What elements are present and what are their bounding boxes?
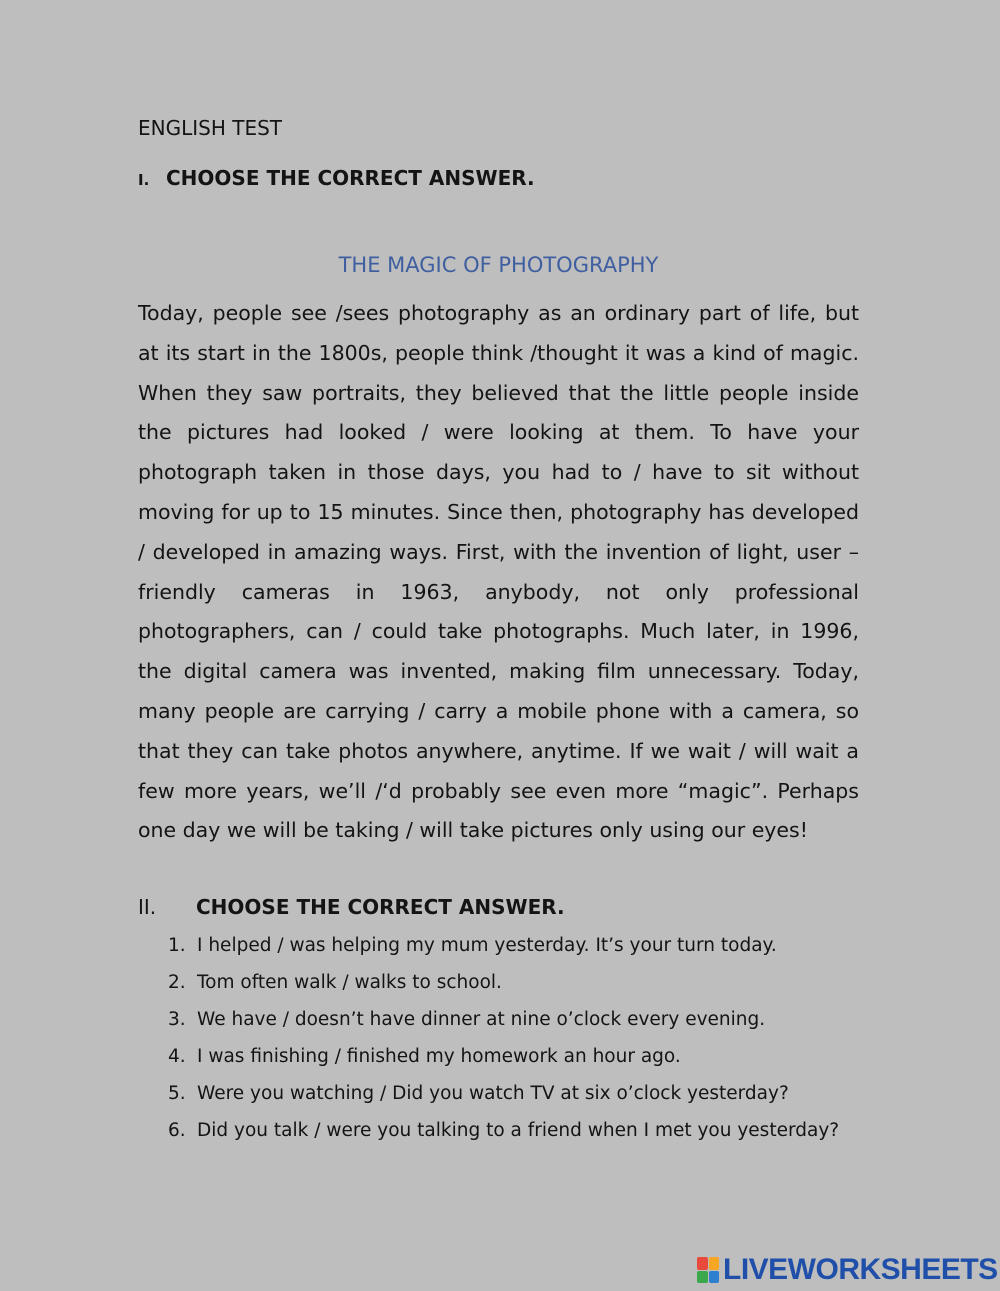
reading-title: THE MAGIC OF PHOTOGRAPHY <box>338 253 659 277</box>
document-title: ENGLISH TEST <box>138 116 282 140</box>
question-item <box>168 1075 859 1112</box>
question-item <box>168 964 859 1001</box>
question-text: I helped / was helping my mum yesterday. It’s your turn today. <box>197 935 777 957</box>
section-1-label: CHOOSE THE CORRECT ANSWER. <box>166 166 535 190</box>
section-2-label: CHOOSE THE CORRECT ANSWER. <box>196 895 565 920</box>
liveworksheets-logo <box>697 1254 998 1286</box>
question-text: We have / doesn’t have dinner at nine o’clock every evening. <box>197 1009 766 1031</box>
section-1-heading <box>138 162 859 196</box>
question-number: 2. <box>168 972 186 994</box>
question-number: 6. <box>168 1120 186 1142</box>
section-2-heading <box>138 891 859 923</box>
worksheet-page <box>138 112 859 1149</box>
question-number: 1. <box>168 935 186 957</box>
brand-name: LIVEWORKSHEETS <box>723 1253 998 1286</box>
question-text: Tom often walk / walks to school. <box>197 972 502 994</box>
reading-passage: Today, people see /sees photography as an ordinary part of life, but at its start in the 1800s, people think /thought it was a kind of magic. When they saw portraits, they believed that the little people inside the pictures had looked / were looking at them. To have your photograph taken in those days, you had to / have to sit without moving for up to 15 minutes. Since then, photography has developed / developed in amazing ways. First, with the invention of light, user – friendly cameras in 1963, anybody, not only professional photographers, can / could take photographs. Much later, in 1996, the digital camera was invented, making film unnecessary. Today, many people are carrying / carry a mobile phone with a camera, so that they can take photos anywhere, anytime. If we wait / will wait a few more years, we’ll /‘d probably see even more “magic”. Perhaps one day we will be taking / will take pictures only using our eyes! <box>138 301 859 843</box>
question-item <box>168 927 859 964</box>
question-text: I was finishing / finished my homework an hour ago. <box>197 1046 681 1068</box>
question-number: 5. <box>168 1083 186 1105</box>
question-list <box>138 927 859 1149</box>
section-1-number: I. <box>138 171 150 189</box>
liveworksheets-badge-icon <box>697 1257 719 1283</box>
question-number: 3. <box>168 1009 186 1031</box>
section-2-number: II. <box>138 895 157 920</box>
question-number: 4. <box>168 1046 186 1068</box>
question-text: Did you talk / were you talking to a friend when I met you yesterday? <box>197 1120 840 1142</box>
question-item <box>168 1001 859 1038</box>
question-text: Were you watching / Did you watch TV at six o’clock yesterday? <box>197 1083 789 1105</box>
question-item <box>168 1038 859 1075</box>
question-item <box>168 1112 859 1149</box>
